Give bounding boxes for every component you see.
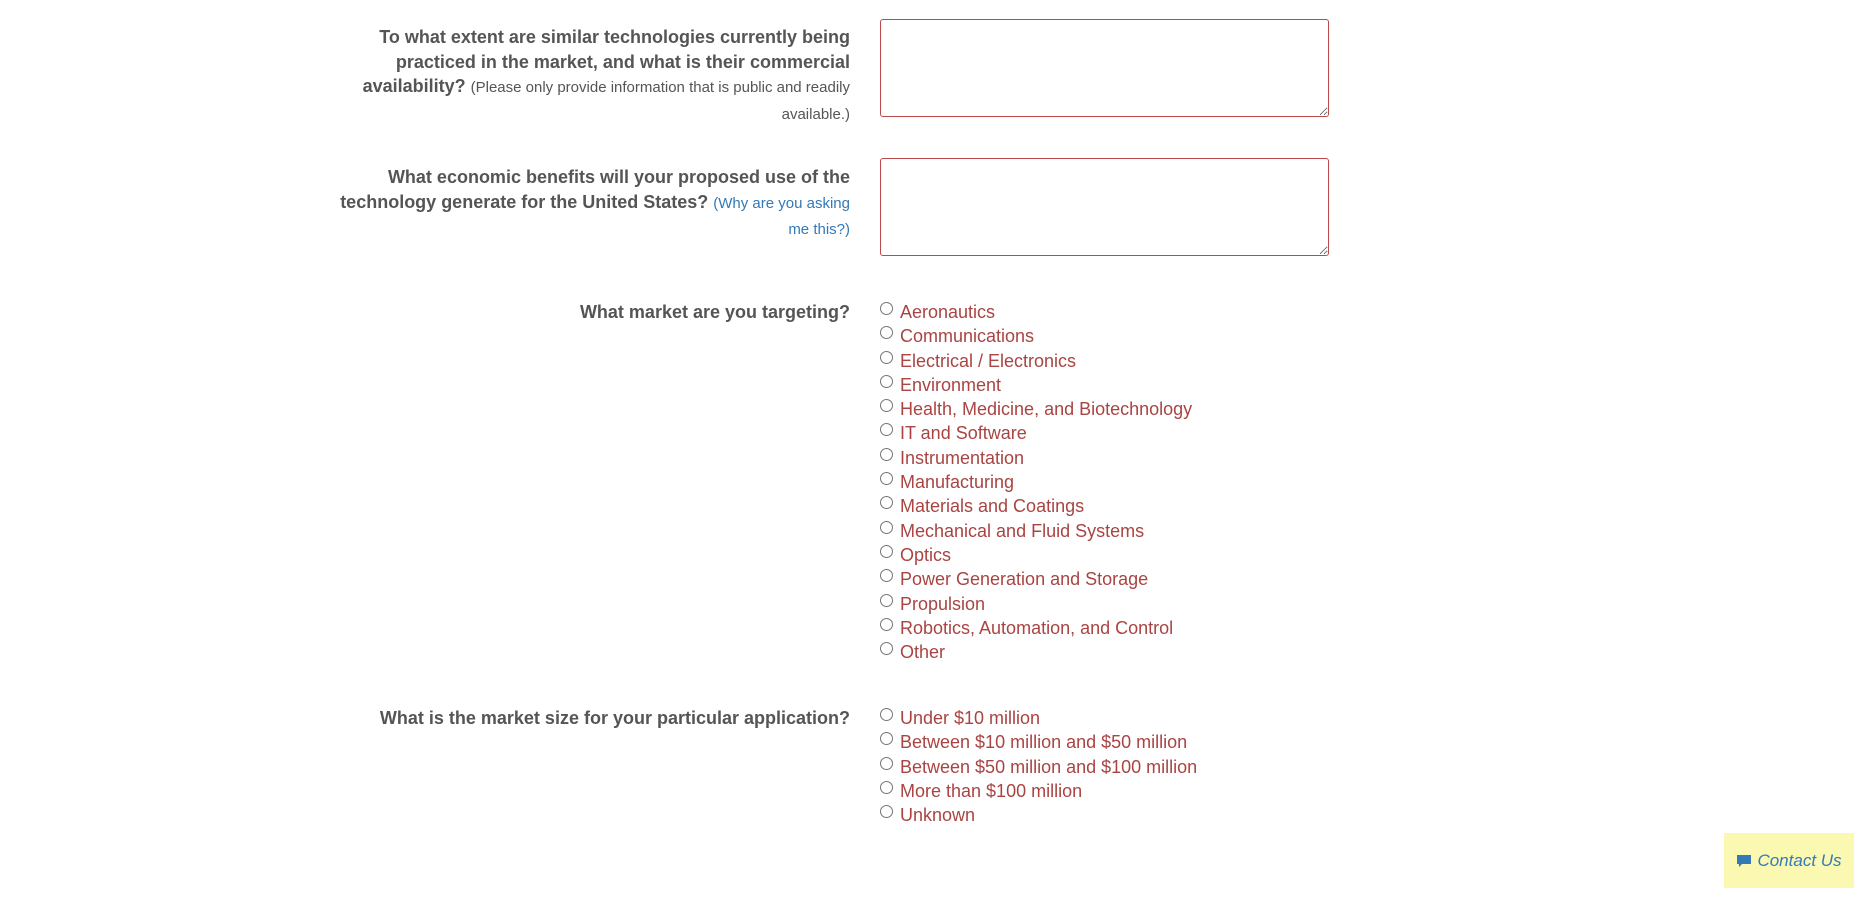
market-option-label: Health, Medicine, and Biotechnology: [900, 399, 1193, 420]
market-option-label: Electrical / Electronics: [900, 350, 1077, 371]
market-radio[interactable]: [880, 496, 893, 509]
market-option-label: Power Generation and Storage: [900, 569, 1149, 590]
market-option[interactable]: [880, 567, 1192, 591]
market-radio-group: [880, 300, 1192, 664]
market-size-radio[interactable]: [880, 708, 893, 721]
market-option[interactable]: [880, 494, 1192, 518]
market-option[interactable]: [880, 421, 1192, 445]
market-size-option-label: Unknown: [900, 805, 976, 826]
market-option[interactable]: [880, 640, 1192, 664]
market-radio[interactable]: [880, 423, 893, 436]
market-radio[interactable]: [880, 448, 893, 461]
market-option-label: Environment: [900, 374, 1002, 395]
availability-question-note: (Please only provide information that is public and readily available.): [470, 79, 850, 123]
market-option[interactable]: [880, 519, 1192, 543]
market-option[interactable]: [880, 543, 1192, 567]
market-option-label: Propulsion: [900, 593, 986, 614]
market-radio[interactable]: [880, 642, 893, 655]
market-option[interactable]: [880, 616, 1192, 640]
market-radio[interactable]: [880, 594, 893, 607]
market-option[interactable]: [880, 397, 1192, 421]
market-radio[interactable]: [880, 399, 893, 412]
market-size-question-label: What is the market size for your particular application?: [379, 708, 850, 728]
contact-us-button[interactable]: [1724, 833, 1854, 888]
market-radio[interactable]: [880, 472, 893, 485]
market-radio[interactable]: [880, 375, 893, 388]
market-option-label: Instrumentation: [900, 447, 1025, 468]
market-size-option-label: Between $50 million and $100 million: [900, 756, 1198, 777]
market-radio[interactable]: [880, 569, 893, 582]
market-size-option-label: More than $100 million: [900, 780, 1083, 801]
market-option-label: Mechanical and Fluid Systems: [900, 520, 1145, 541]
market-option-label: Aeronautics: [900, 302, 996, 322]
market-size-option-label: Under $10 million: [900, 708, 1041, 728]
contact-us-label: Contact Us: [1757, 850, 1842, 870]
market-option[interactable]: [880, 446, 1192, 470]
market-size-option[interactable]: [880, 706, 1197, 730]
market-option-label: IT and Software: [900, 423, 1027, 444]
market-question-label: What market are you targeting?: [579, 302, 850, 322]
market-option-label: Robotics, Automation, and Control: [900, 617, 1174, 638]
market-size-option[interactable]: [880, 779, 1197, 803]
market-option-label: Optics: [900, 544, 952, 565]
market-option[interactable]: [880, 373, 1192, 397]
market-radio[interactable]: [880, 545, 893, 558]
market-option[interactable]: [880, 349, 1192, 373]
market-option[interactable]: [880, 324, 1192, 348]
market-size-option[interactable]: [880, 803, 1197, 827]
market-size-radio[interactable]: [880, 781, 893, 794]
market-option-label: Other: [900, 642, 946, 663]
market-radio[interactable]: [880, 326, 893, 339]
market-size-option[interactable]: [880, 755, 1197, 779]
market-radio[interactable]: [880, 521, 893, 534]
availability-question-text: To what extent are similar technologies currently being practiced in the market, and what is their commercial availability?: [362, 27, 850, 96]
benefits-question-label: [330, 165, 850, 243]
market-size-radio-group: [880, 706, 1197, 827]
market-option[interactable]: [880, 470, 1192, 494]
market-size-radio[interactable]: [880, 757, 893, 770]
market-option-label: Communications: [900, 326, 1035, 347]
why-asking-link[interactable]: (Why are you asking me this?): [713, 194, 850, 238]
market-size-radio[interactable]: [880, 732, 893, 745]
comment-icon: [1736, 854, 1752, 868]
market-option[interactable]: [880, 592, 1192, 616]
market-option-label: Materials and Coatings: [900, 496, 1085, 517]
market-radio[interactable]: [880, 302, 893, 315]
market-radio[interactable]: [880, 351, 893, 364]
market-option[interactable]: [880, 300, 1192, 324]
market-size-option[interactable]: [880, 730, 1197, 754]
market-radio[interactable]: [880, 618, 893, 631]
market-size-radio[interactable]: [880, 805, 893, 818]
availability-textarea[interactable]: [880, 19, 1329, 117]
market-size-option-label: Between $10 million and $50 million: [900, 732, 1188, 753]
market-option-label: Manufacturing: [900, 472, 1015, 493]
benefits-question-text: What economic benefits will your proposed use of the technology generate for the United States?: [340, 167, 850, 212]
availability-question-label: [330, 25, 850, 127]
benefits-textarea[interactable]: [880, 158, 1329, 256]
